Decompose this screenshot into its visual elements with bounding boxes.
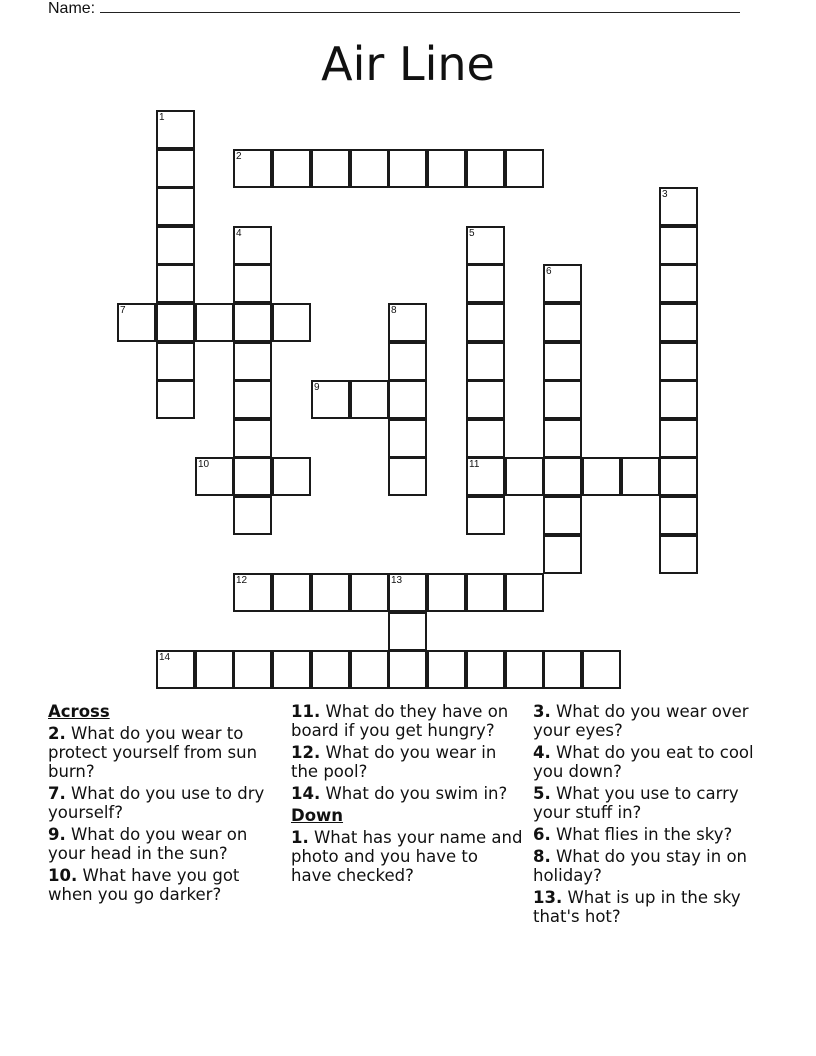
down-heading: Down [291, 806, 344, 825]
clue-item-text: What do you wear on your head in the sun? [48, 825, 248, 863]
crossword-cell[interactable] [659, 380, 698, 419]
crossword-cell[interactable] [195, 650, 234, 689]
clue-number: 9 [314, 382, 320, 394]
clue-item-number: 1. [291, 828, 309, 847]
clue-item-text: What do you wear in the pool? [291, 743, 497, 781]
clue-number: 6 [546, 266, 552, 278]
clue-item [291, 743, 523, 781]
clue-number: 8 [391, 305, 397, 316]
crossword-cell[interactable] [621, 457, 660, 496]
clue-item-number: 6. [533, 825, 551, 844]
clue-number: 7 [120, 305, 126, 316]
crossword-cell[interactable] [659, 535, 698, 574]
clue-item-text: What do you eat to cool you down? [533, 743, 754, 781]
clues-column-1 [48, 702, 280, 907]
crossword-cell[interactable] [195, 303, 234, 342]
crossword-cell[interactable] [543, 457, 582, 496]
crossword-cell[interactable] [388, 149, 427, 188]
crossword-cell[interactable] [466, 650, 505, 689]
clue-item [291, 702, 523, 740]
crossword-cell[interactable] [505, 650, 544, 689]
crossword-cell[interactable] [427, 573, 466, 612]
clue-number: 12 [236, 575, 248, 587]
clue-number: 14 [159, 652, 171, 664]
crossword-cell[interactable] [233, 264, 272, 303]
crossword-cell[interactable] [543, 380, 582, 419]
clue-item-text: What flies in the sky? [550, 825, 733, 844]
clue-item [291, 828, 523, 885]
crossword-cell[interactable] [311, 149, 350, 188]
crossword-cell[interactable] [350, 380, 389, 419]
crossword-cell[interactable] [156, 187, 195, 226]
crossword-cell[interactable] [466, 342, 505, 381]
clue-item-number: 2. [48, 724, 66, 743]
crossword-cell[interactable] [388, 457, 427, 496]
clues-column-2 [291, 702, 523, 888]
crossword-cell[interactable] [272, 650, 311, 689]
clue-item [533, 847, 765, 885]
clue-item-text: What you use to carry your stuff in? [533, 784, 739, 822]
crossword-cell[interactable] [156, 342, 195, 381]
clue-number: 13 [391, 575, 403, 587]
crossword-cell[interactable] [582, 457, 621, 496]
crossword-cell[interactable] [543, 264, 582, 303]
crossword-cell[interactable] [543, 650, 582, 689]
clue-item-text: What has your name and photo and you have to have checked? [291, 828, 523, 885]
crossword-cell[interactable] [272, 573, 311, 612]
crossword-cell[interactable] [156, 264, 195, 303]
clue-item-text: What do they have on board if you get hungry? [291, 702, 509, 740]
crossword-cell[interactable] [466, 496, 505, 535]
down-clue-list [291, 828, 523, 885]
clue-item [533, 825, 765, 844]
name-label: Name: [48, 0, 96, 17]
crossword-cell[interactable] [350, 573, 389, 612]
crossword-cell[interactable] [272, 303, 311, 342]
crossword-cell[interactable] [233, 419, 272, 458]
crossword-cell[interactable] [272, 149, 311, 188]
crossword-cell[interactable] [350, 149, 389, 188]
clues-column-3 [533, 702, 765, 929]
clue-item [48, 724, 280, 781]
clue-number: 2 [236, 150, 242, 162]
clue-item-number: 4. [533, 743, 551, 762]
crossword-cell[interactable] [466, 149, 505, 188]
crossword-cell[interactable] [311, 380, 350, 419]
clue-item-number: 12. [291, 743, 321, 762]
crossword-cell[interactable] [466, 573, 505, 612]
crossword-cell[interactable] [156, 380, 195, 419]
clue-item-text: What have you got when you go darker? [48, 866, 240, 904]
crossword-cell[interactable] [543, 535, 582, 574]
clue-item-number: 13. [533, 888, 563, 907]
crossword-cell[interactable] [272, 457, 311, 496]
crossword-cell[interactable] [582, 650, 621, 689]
crossword-cell[interactable] [659, 419, 698, 458]
clue-item-number: 14. [291, 784, 321, 803]
clue-item-text: What do you wear over your eyes? [533, 702, 749, 740]
crossword-cell[interactable] [388, 573, 427, 612]
crossword-cell[interactable] [659, 187, 698, 226]
crossword-cell[interactable] [233, 457, 272, 496]
crossword-cell[interactable] [233, 380, 272, 419]
across-clue-list-continued [291, 702, 523, 803]
crossword-cell[interactable] [156, 226, 195, 265]
clue-item-number: 5. [533, 784, 551, 803]
crossword-cell[interactable] [233, 496, 272, 535]
crossword-cell[interactable] [156, 650, 195, 689]
crossword-cell[interactable] [543, 496, 582, 535]
crossword-cell[interactable] [156, 303, 195, 342]
clue-item-number: 10. [48, 866, 78, 885]
crossword-cell[interactable] [543, 303, 582, 342]
clue-item [533, 702, 765, 740]
clue-item-text: What do you wear to protect yourself from sun burn? [48, 724, 258, 781]
crossword-cell[interactable] [311, 650, 350, 689]
crossword-cell[interactable] [659, 342, 698, 381]
crossword-cell[interactable] [388, 342, 427, 381]
crossword-cell[interactable] [427, 149, 466, 188]
crossword-cell[interactable] [388, 419, 427, 458]
clue-item-text: What do you use to dry yourself? [48, 784, 265, 822]
crossword-cell[interactable] [466, 419, 505, 458]
clue-item [48, 825, 280, 863]
crossword-cell[interactable] [388, 612, 427, 651]
crossword-cell[interactable] [659, 496, 698, 535]
clue-item [533, 784, 765, 822]
crossword-cell[interactable] [543, 342, 582, 381]
clue-item [291, 784, 523, 803]
clue-item [48, 866, 280, 904]
clue-item-number: 9. [48, 825, 66, 844]
crossword-cell[interactable] [311, 573, 350, 612]
crossword-cell[interactable] [117, 303, 156, 342]
crossword-cell[interactable] [388, 303, 427, 342]
down-clue-list-continued [533, 702, 765, 926]
crossword-cell[interactable] [466, 303, 505, 342]
crossword-cell[interactable] [466, 226, 505, 265]
crossword-cell[interactable] [233, 149, 272, 188]
clue-number: 5 [469, 227, 475, 239]
crossword-cell[interactable] [505, 457, 544, 496]
crossword-cell[interactable] [388, 650, 427, 689]
crossword-cell[interactable] [156, 149, 195, 188]
clue-item-number: 8. [533, 847, 551, 866]
crossword-cell[interactable] [505, 573, 544, 612]
clue-number: 3 [662, 189, 668, 201]
crossword-cell[interactable] [466, 380, 505, 419]
crossword-cell[interactable] [659, 457, 698, 496]
clue-number: 1 [159, 112, 165, 123]
clue-item [533, 888, 765, 926]
page-title: Air Line [321, 37, 495, 91]
crossword-cell[interactable] [233, 573, 272, 612]
clue-number: 11 [469, 459, 480, 471]
crossword-cell[interactable] [505, 149, 544, 188]
crossword-cell[interactable] [233, 303, 272, 342]
clue-item-number: 11. [291, 702, 321, 721]
crossword-cell[interactable] [156, 110, 195, 149]
crossword-cell[interactable] [466, 457, 505, 496]
crossword-cell[interactable] [659, 303, 698, 342]
crossword-cell[interactable] [388, 380, 427, 419]
clue-number: 4 [236, 227, 242, 239]
clue-item-number: 7. [48, 784, 66, 803]
crossword-cell[interactable] [427, 650, 466, 689]
clue-item-number: 3. [533, 702, 551, 721]
crossword-cell[interactable] [195, 457, 234, 496]
crossword-cell[interactable] [350, 650, 389, 689]
crossword-cell[interactable] [659, 226, 698, 265]
crossword-cell[interactable] [659, 264, 698, 303]
crossword-cell[interactable] [543, 419, 582, 458]
across-clue-list [48, 724, 280, 904]
clue-item [48, 784, 280, 822]
crossword-cell[interactable] [233, 650, 272, 689]
clue-number: 10 [198, 459, 210, 471]
clue-item-text: What do you stay in on holiday? [533, 847, 747, 885]
clue-item-text: What do you swim in? [320, 784, 508, 803]
crossword-cell[interactable] [466, 264, 505, 303]
crossword-cell[interactable] [233, 342, 272, 381]
across-heading: Across [48, 702, 110, 721]
crossword-cell[interactable] [233, 226, 272, 265]
clue-item-text: What is up in the sky that's hot? [533, 888, 741, 926]
clue-item [533, 743, 765, 781]
